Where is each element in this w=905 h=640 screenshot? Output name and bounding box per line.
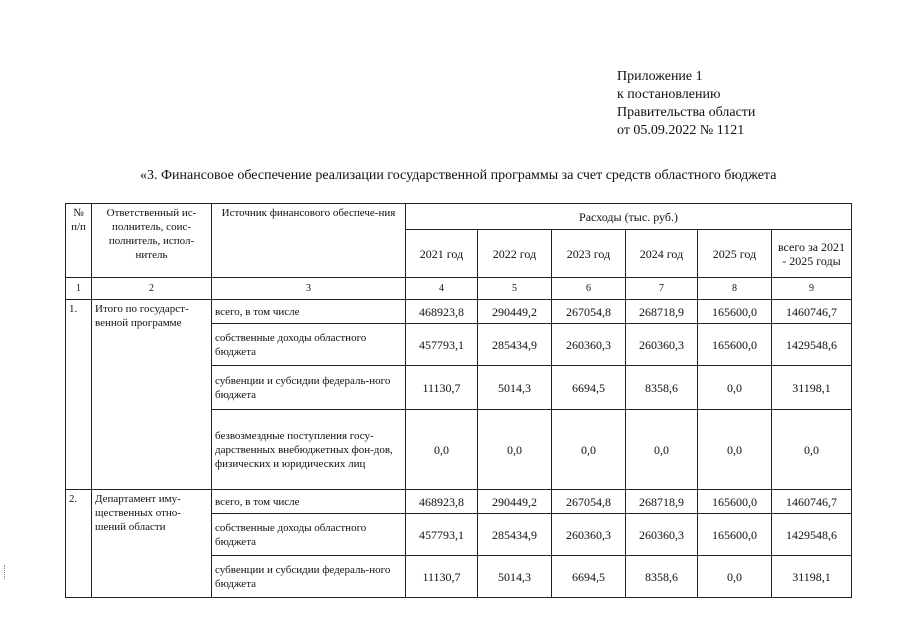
column-index: 7 (626, 278, 698, 300)
value-cell: 5014,3 (478, 556, 552, 598)
appendix-block (617, 68, 755, 140)
appendix-line: к постановлению (617, 87, 721, 102)
value-cell: 268718,9 (626, 300, 698, 324)
value-cell: 260360,3 (626, 514, 698, 556)
column-index: 4 (406, 278, 478, 300)
value-cell: 6694,5 (552, 366, 626, 410)
column-index: 5 (478, 278, 552, 300)
value-cell: 1460746,7 (772, 490, 852, 514)
scan-edge-mark (4, 565, 8, 579)
value-cell: 31198,1 (772, 366, 852, 410)
header-responsible: Ответственный ис-полнитель, соис-полнитель, испол-нитель (92, 204, 212, 278)
value-cell: 285434,9 (478, 324, 552, 366)
header-year: 2025 год (698, 230, 772, 278)
header-year: 2023 год (552, 230, 626, 278)
value-cell: 0,0 (406, 410, 478, 490)
value-cell: 0,0 (698, 366, 772, 410)
value-cell: 267054,8 (552, 490, 626, 514)
value-cell: 0,0 (698, 410, 772, 490)
value-cell: 290449,2 (478, 300, 552, 324)
value-cell: 260360,3 (552, 324, 626, 366)
value-cell: 0,0 (772, 410, 852, 490)
column-index: 3 (212, 278, 406, 300)
header-source: Источник финансового обеспече-ния (212, 204, 406, 278)
header-no: № п/п (66, 204, 92, 278)
value-cell: 8358,6 (626, 556, 698, 598)
value-cell: 468923,8 (406, 490, 478, 514)
header-year: 2021 год (406, 230, 478, 278)
value-cell: 290449,2 (478, 490, 552, 514)
value-cell: 260360,3 (626, 324, 698, 366)
value-cell: 268718,9 (626, 490, 698, 514)
row-source: собственные доходы областного бюджета (212, 324, 406, 366)
value-cell: 285434,9 (478, 514, 552, 556)
column-index: 6 (552, 278, 626, 300)
row-source: всего, в том числе (212, 300, 406, 324)
value-cell: 0,0 (626, 410, 698, 490)
row-source: собственные доходы областного бюджета (212, 514, 406, 556)
value-cell: 0,0 (552, 410, 626, 490)
header-year-total: всего за 2021 - 2025 годы (772, 230, 852, 278)
value-cell: 31198,1 (772, 556, 852, 598)
value-cell: 165600,0 (698, 324, 772, 366)
value-cell: 457793,1 (406, 324, 478, 366)
appendix-line: от 05.09.2022 № 1121 (617, 123, 745, 138)
table-row (66, 300, 852, 324)
section-heading: «3. Финансовое обеспечение реализации государственной программы за счет средств областного бюджета (140, 168, 777, 183)
row-source: субвенции и субсидии федераль-ного бюджета (212, 366, 406, 410)
header-year: 2022 год (478, 230, 552, 278)
appendix-line: Приложение 1 (617, 69, 703, 84)
value-cell: 267054,8 (552, 300, 626, 324)
value-cell: 0,0 (698, 556, 772, 598)
value-cell: 165600,0 (698, 300, 772, 324)
value-cell: 1429548,6 (772, 324, 852, 366)
column-index: 8 (698, 278, 772, 300)
header-year: 2024 год (626, 230, 698, 278)
value-cell: 260360,3 (552, 514, 626, 556)
row-number: 2. (66, 490, 92, 598)
value-cell: 5014,3 (478, 366, 552, 410)
value-cell: 1429548,6 (772, 514, 852, 556)
row-number: 1. (66, 300, 92, 490)
value-cell: 1460746,7 (772, 300, 852, 324)
appendix-line: Правительства области (617, 105, 756, 120)
value-cell: 6694,5 (552, 556, 626, 598)
row-responsible: Департамент иму-щественных отно-шений области (92, 490, 212, 598)
value-cell: 8358,6 (626, 366, 698, 410)
row-source: безвозмездные поступления госу-дарственных внебюджетных фон-дов, физических и юридических лиц (212, 410, 406, 490)
value-cell: 468923,8 (406, 300, 478, 324)
value-cell: 11130,7 (406, 366, 478, 410)
row-responsible: Итого по государст-венной программе (92, 300, 212, 490)
row-source: всего, в том числе (212, 490, 406, 514)
column-index: 9 (772, 278, 852, 300)
value-cell: 165600,0 (698, 514, 772, 556)
column-index: 1 (66, 278, 92, 300)
header-expenses: Расходы (тыс. руб.) (406, 204, 852, 230)
value-cell: 457793,1 (406, 514, 478, 556)
row-source: субвенции и субсидии федераль-ного бюджета (212, 556, 406, 598)
value-cell: 0,0 (478, 410, 552, 490)
column-index: 2 (92, 278, 212, 300)
value-cell: 165600,0 (698, 490, 772, 514)
table-row (66, 490, 852, 514)
financing-table (65, 203, 852, 598)
value-cell: 11130,7 (406, 556, 478, 598)
